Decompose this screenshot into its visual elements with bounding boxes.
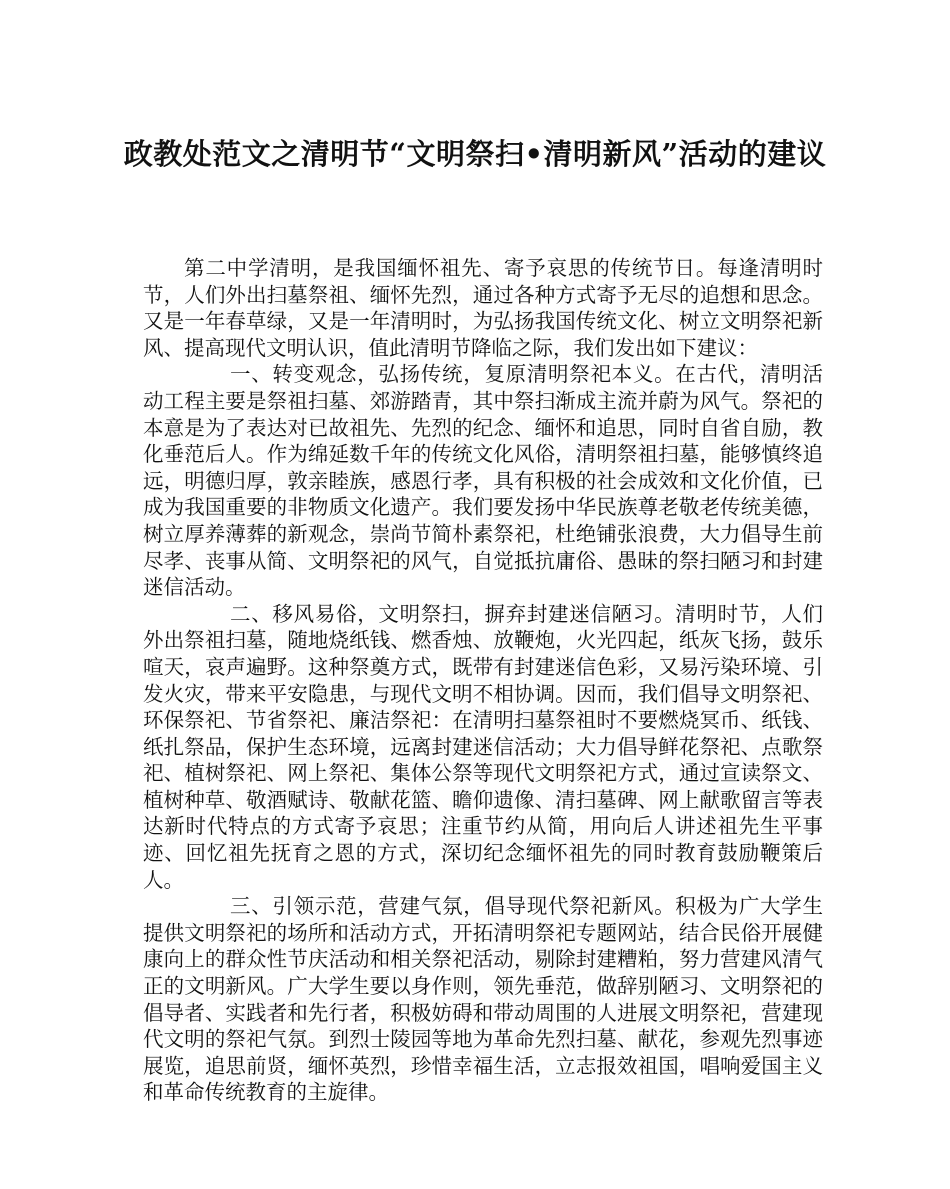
paragraph-proposal-2: 二、移风易俗，文明祭扫，摒弃封建迷信陋习。清明时节，人们外出祭祖扫墓，随地烧纸钱、燃香烛、放鞭炮，火光四起，纸灰飞扬，鼓乐喧天，哀声遍野。这种祭奠方式，既带有封建迷信色彩，又易污染环境、引发火灾，带来平安隐患，与现代文明不相协调。因而，我们倡导文明祭祀、环保祭祀、节省祭祀、廉洁祭祀：在清明扫墓祭祖时不要燃烧冥币、纸钱、纸扎祭品，保护生态环境，远离封建迷信活动；大力倡导鲜花祭祀、点歌祭祀、植树祭祀、网上祭祀、集体公祭等现代文明祭祀方式，通过宣读祭文、植树种草、敬酒赋诗、敬献花篮、瞻仰遗像、清扫墓碑、网上献歌留言等表达新时代特点的方式寄予哀思；注重节约从简，用向后人讲述祖先生平事迹、回忆祖先抚育之恩的方式，深切纪念缅怀祖先的同时教育鼓励鞭策后人。 <box>143 601 823 892</box>
paragraph-proposal-3: 三、引领示范，营建气氛，倡导现代祭祀新风。积极为广大学生提供文明祭祀的场所和活动方式，开拓清明祭祀专题网站，结合民俗开展健康向上的群众性节庆活动和相关祭祀活动，剔除封建糟粕，努力营建风清气正的文明新风。广大学生要以身作则，领先垂范，做辞别陋习、文明祭祀的倡导者、实践者和先行者，积极妨碍和带动周围的人进展文明祭祀，营建现代文明的祭祀气氛。到烈士陵园等地为革命先烈扫墓、献花，参观先烈事迹展览，追思前贤，缅怀英烈，珍惜幸福生活，立志报效祖国，唱响爱国主义和革命传统教育的主旋律。 <box>143 894 823 1105</box>
paragraph-intro: 第二中学清明，是我国缅怀祖先、寄予哀思的传统节日。每逢清明时节，人们外出扫墓祭祖、缅怀先烈，通过各种方式寄予无尽的追想和思念。又是一年春草绿，又是一年清明时，为弘扬我国传统文化、树立文明祭祀新风、提高现代文明认识，值此清明节降临之际，我们发出如下建议： <box>143 256 823 360</box>
paragraph-proposal-1: 一、转变观念，弘扬传统，复原清明祭祀本义。在古代，清明活动工程主要是祭祖扫墓、郊游踏青，其中祭扫渐成主流并蔚为风气。祭祀的本意是为了表达对已故祖先、先烈的纪念、缅怀和追思，同时自省自励，教化垂范后人。作为绵延数千年的传统文化风俗，清明祭祖扫墓，能够慎终追远，明德归厚，敦亲睦族，感恩行孝，具有积极的社会成效和文化价值，已成为我国重要的非物质文化遗产。我们要发扬中华民族尊老敬老传统美德，树立厚养薄葬的新观念，崇尚节简朴素祭祀，杜绝铺张浪费，大力倡导生前尽孝、丧事从简、文明祭祀的风气，自觉抵抗庸俗、愚昧的祭扫陋习和封建迷信活动。 <box>143 362 823 600</box>
document-title: 政教处范文之清明节“文明祭扫•清明新风”活动的建议 <box>123 137 827 171</box>
document-body <box>143 255 823 1106</box>
